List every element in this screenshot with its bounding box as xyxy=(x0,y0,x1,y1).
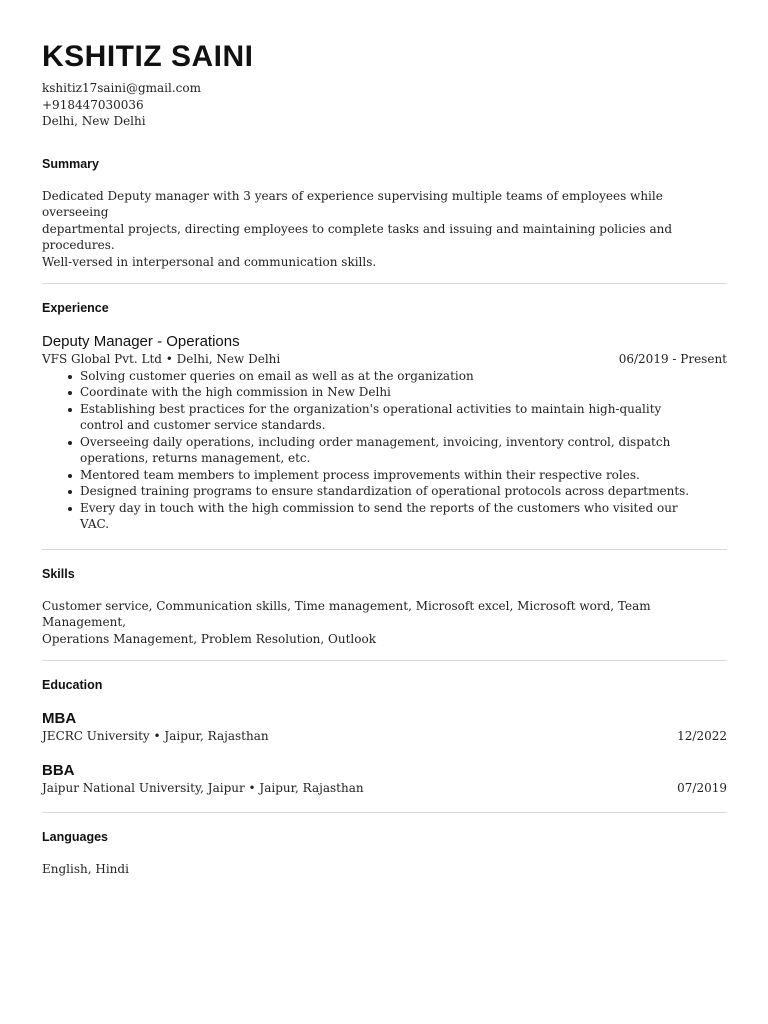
phone-text: +918447030036 xyxy=(42,97,144,112)
summary-line: departmental projects, directing employees to complete tasks and issuing and maintaining policies and procedures. xyxy=(42,221,673,252)
section-divider xyxy=(42,283,727,284)
job-company-location: VFS Global Pvt. Ltd • Delhi, New Delhi xyxy=(42,352,281,366)
skills-heading: Skills xyxy=(42,566,75,581)
job-meta-row xyxy=(42,351,727,368)
job-title: Deputy Manager - Operations xyxy=(42,333,240,350)
email-text: kshitiz17saini@gmail.com xyxy=(42,81,201,95)
education-heading: Education xyxy=(42,678,103,692)
skills-section xyxy=(42,566,727,648)
education-entry xyxy=(42,762,727,797)
languages-text: English, Hindi xyxy=(42,862,129,876)
resume-page xyxy=(42,40,727,878)
experience-section xyxy=(42,300,727,533)
education-date: 07/2019 xyxy=(677,780,727,795)
job-entry xyxy=(42,333,727,533)
list-item: Coordinate with the high commission in New Delhi xyxy=(80,384,727,401)
list-item: Solving customer queries on email as well as at the organization xyxy=(80,368,727,385)
list-item: Every day in touch with the high commission to send the reports of the customers who visited our VAC. xyxy=(80,500,727,533)
section-divider xyxy=(42,660,727,661)
experience-heading: Experience xyxy=(42,301,109,315)
job-dates: 06/2019 - Present xyxy=(618,352,727,366)
skills-line: Customer service, Communication skills, Time management, Microsoft excel, Microsoft word, Team Management, xyxy=(42,598,651,629)
skills-line: Operations Management, Problem Resolution, Outlook xyxy=(42,631,376,646)
summary-body xyxy=(42,188,727,271)
list-item: Designed training programs to ensure standardization of operational protocols across departments. xyxy=(80,483,727,500)
institution-text: Jaipur National University, Jaipur • Jaipur, Rajasthan xyxy=(42,780,364,795)
summary-line: Dedicated Deputy manager with 3 years of experience supervising multiple teams of employees while overseeing xyxy=(42,188,663,219)
education-section xyxy=(42,677,727,796)
list-item: Mentored team members to implement process improvements within their respective roles. xyxy=(80,467,727,484)
education-meta-row xyxy=(42,728,727,745)
location-text: Delhi, New Delhi xyxy=(42,114,146,128)
resume-header xyxy=(42,40,727,130)
section-divider xyxy=(42,549,727,550)
institution-text: JECRC University • Jaipur, Rajasthan xyxy=(42,729,269,743)
degree-title: MBA xyxy=(42,710,77,727)
languages-section xyxy=(42,829,727,878)
summary-line: Well-versed in interpersonal and communication skills. xyxy=(42,254,377,269)
candidate-name: KSHITIZ SAINI xyxy=(42,40,254,73)
education-meta-row xyxy=(42,780,727,797)
education-date: 12/2022 xyxy=(677,729,727,743)
job-bullet-list xyxy=(42,368,727,533)
section-divider xyxy=(42,812,727,813)
list-item: Overseeing daily operations, including order management, invoicing, inventory control, dispatch operations, returns management, etc. xyxy=(80,434,727,467)
education-entry xyxy=(42,710,727,745)
languages-heading: Languages xyxy=(42,830,108,844)
summary-heading: Summary xyxy=(42,156,99,171)
skills-body xyxy=(42,598,727,648)
list-item: Establishing best practices for the organization's operational activities to maintain high-quality control and customer service standards. xyxy=(80,401,727,434)
summary-section xyxy=(42,156,727,271)
degree-title: BBA xyxy=(42,761,75,779)
